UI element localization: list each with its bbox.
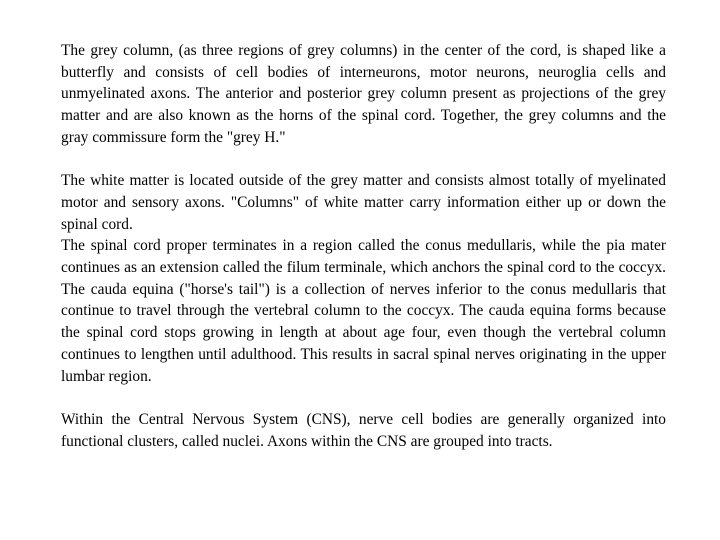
paragraph-grey-column: The grey column, (as three regions of grey columns) in the center of the cord, is shaped like a butterfly and consists of cell bodies of interneurons, motor neurons, neuroglia cells and unmyelinated axons. The anterior and posterior grey column present as projections of the grey matter and are also known as the horns of the spinal cord. Together, the grey columns and the gray commissure form the "grey H."	[61, 42, 666, 146]
paragraph-conus-medullaris: The spinal cord proper terminates in a region called the conus medullaris, while the pia mater continues as an extension called the filum terminale, which anchors the spinal cord to the coccyx. The cauda equina ("horse's tail") is a collection of nerves inferior to the conus medullaris that continue to travel through the vertebral column to the coccyx. The cauda equina forms because the spinal cord stops growing in length at about age four, even though the vertebral column continues to lengthen until adulthood. This results in sacral spinal nerves originating in the upper lumbar region.	[61, 237, 666, 385]
paragraph-white-matter: The white matter is located outside of the grey matter and consists almost totally of myelinated motor and sensory axons. "Columns" of white matter carry information either up or down the spinal cord.	[61, 172, 666, 233]
paragraph-spacer	[61, 387, 666, 409]
paragraph-spacer	[61, 149, 666, 171]
document-body	[61, 40, 666, 452]
paragraph-cns-nuclei: Within the Central Nervous System (CNS), nerve cell bodies are generally organized into functional clusters, called nuclei. Axons within the CNS are grouped into tracts.	[61, 410, 666, 450]
